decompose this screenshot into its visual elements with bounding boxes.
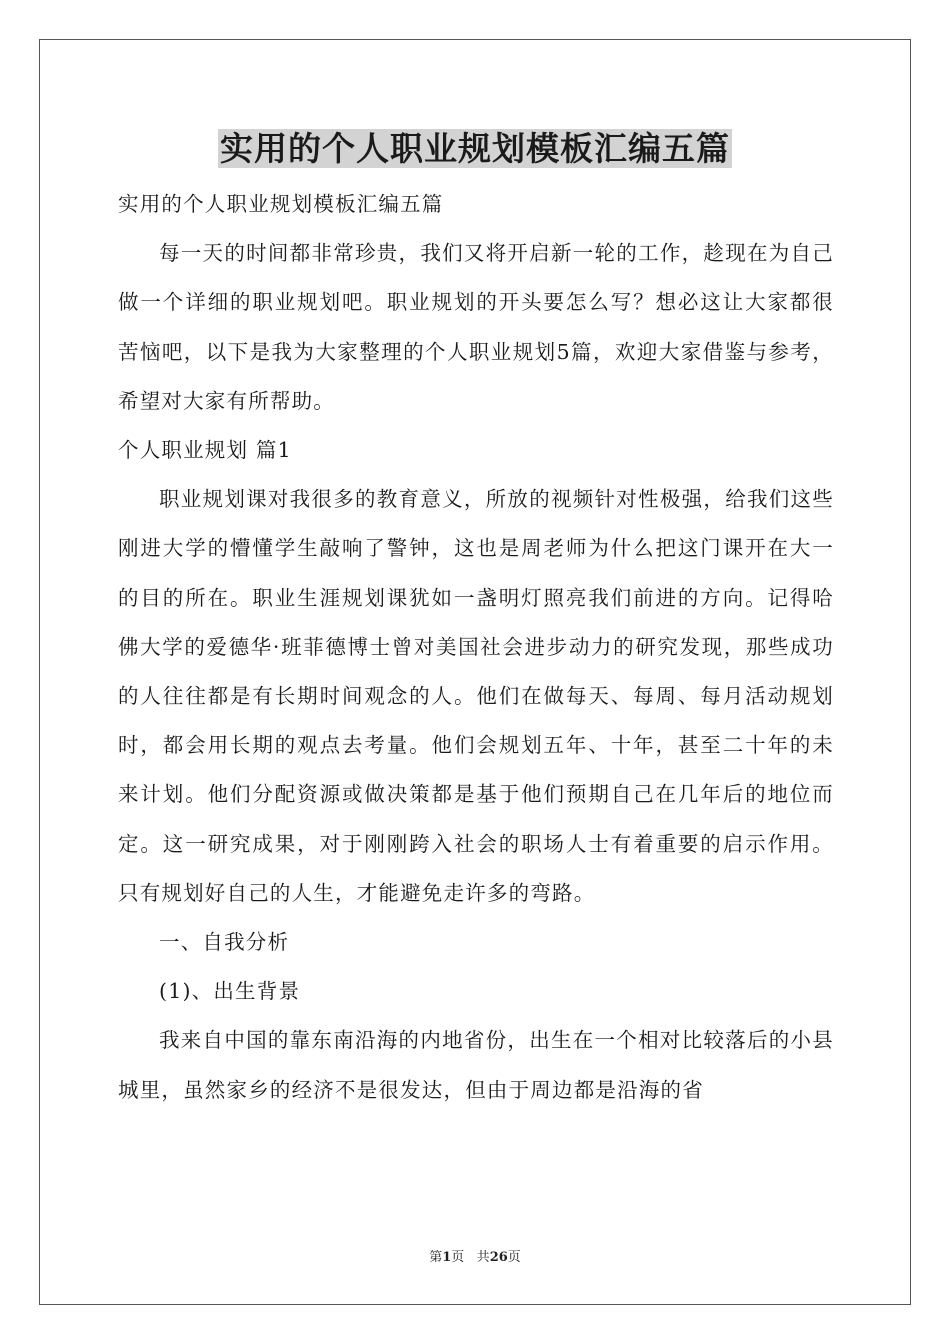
document-body [118,180,834,1115]
document-title [0,126,950,172]
page-footer [0,1246,950,1265]
footer-page-suffix: 页 [451,1250,465,1265]
body-paragraph: 我来自中国的靠东南沿海的内地省份，出生在一个相对比较落后的小县城里，虽然家乡的经济不是很发达，但由于周边都是沿海的省 [118,1028,834,1102]
subsection-heading: 一、自我分析 [159,930,290,955]
intro-paragraph: 每一天的时间都非常珍贵，我们又将开启新一轮的工作，趁现在为自己做一个详细的职业规划吧。职业规划的开头要怎么写？想必这让大家都很苦恼吧，以下是我为大家整理的个人职业规划5篇，欢迎大家借鉴与参考，希望对大家有所帮助。 [118,241,834,413]
subtitle-line: 实用的个人职业规划模板汇编五篇 [118,192,444,216]
footer-total-prefix: 共 [476,1250,490,1265]
footer-page-prefix: 第 [429,1250,443,1265]
body-paragraph: 职业规划课对我很多的教育意义，所放的视频针对性极强，给我们这些刚进大学的懵懂学生敲响了警钟，这也是周老师为什么把这门课开在大一的目的所在。职业生涯规划课犹如一盏明灯照亮我们前进的方向。记得哈佛大学的爱德华·班菲德博士曾对美国社会进步动力的研究发现，那些成功的人往往都是有长期时间观念的人。他们在做每天、每周、每月活动规划时，都会用长期的观点去考量。他们会规划五年、十年，甚至二十年的未来计划。他们分配资源或做决策都是基于他们预期自己在几年后的地位而定。这一研究成果，对于刚刚跨入社会的职场人士有着重要的启示作用。只有规划好自己的人生，才能避免走许多的弯路。 [118,487,834,905]
footer-page-number: 1 [442,1250,452,1265]
document-title-text: 实用的个人职业规划模板汇编五篇 [220,129,730,168]
section-heading: 个人职业规划 篇1 [118,438,292,463]
footer-total-pages: 26 [489,1250,508,1265]
footer-total-suffix: 页 [507,1250,521,1265]
subsection-item-heading: (1)、出生背景 [159,979,301,1004]
